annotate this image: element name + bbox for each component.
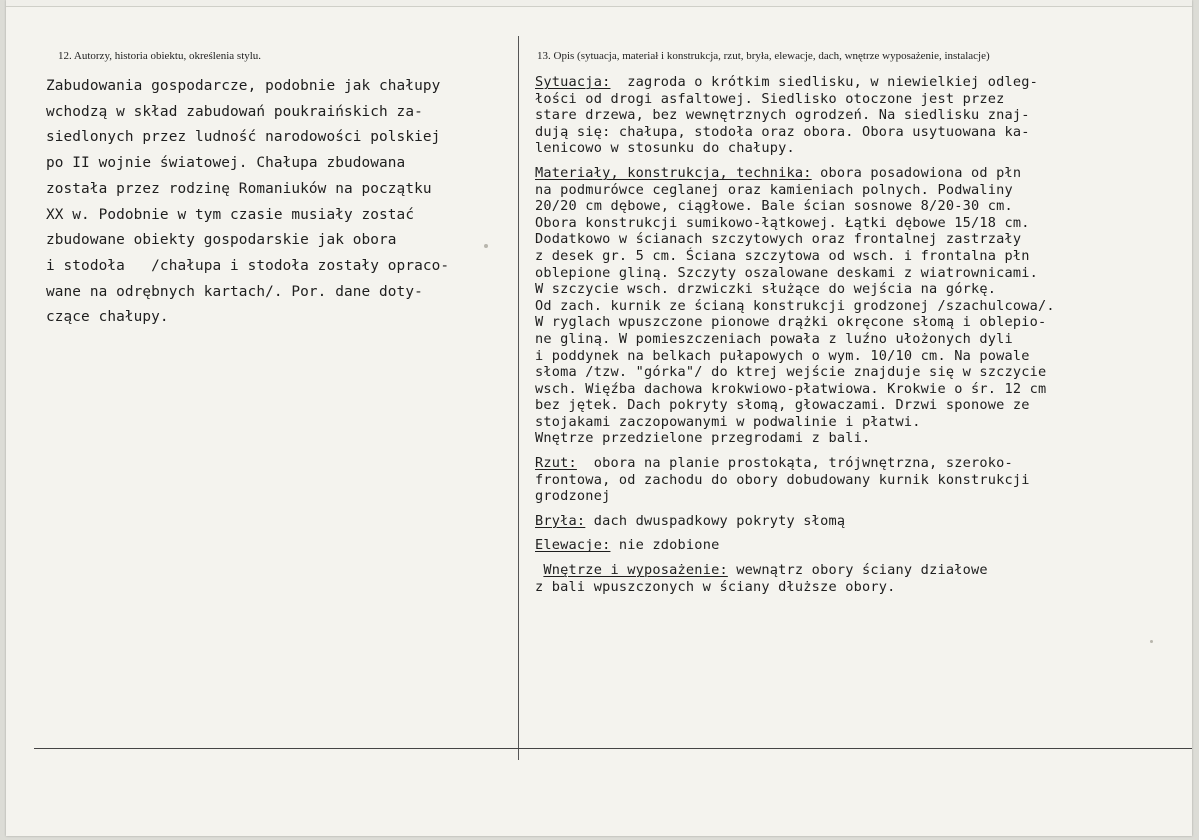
materialy-first-line: obora posadowiona od płn (811, 164, 1022, 181)
section-12-text (46, 74, 516, 331)
section-12-line: zbudowane obiekty gospodarskie jak obora (46, 232, 397, 249)
section-12-line: wchodzą w skład zabudowań poukraińskich za- (46, 103, 423, 120)
rzut-first-line: obora na planie prostokąta, trójwnętrzna, szeroko- (576, 455, 1013, 472)
elewacje-label: Elewacje: (535, 537, 611, 554)
wnetrze-line: z bali wpuszczonych w ściany dłuższe obory. (535, 578, 896, 595)
sytuacja-label: Sytuacja: (535, 74, 611, 90)
rzut-line: frontowa, od zachodu do obory dobudowany kurnik konstrukcji (535, 471, 1030, 488)
materialy-line: stojakami zaczopowanymi w podwalinie i płatwi. (535, 413, 921, 430)
section-12-line: wane na odrębnych kartach/. Por. dane doty- (46, 283, 423, 300)
materialy-line: bez jętek. Dach pokryty słomą, głowaczami. Drzwi sponowe ze (535, 397, 1030, 414)
column-divider (518, 36, 519, 760)
elewacje-first-line: nie zdobione (610, 537, 720, 554)
sytuacja-line: lenicowo w stosunku do chałupy. (535, 140, 795, 157)
section-12-line: po II wojnie światowej. Chałupa zbudowana (46, 155, 406, 172)
section-12-heading: 12. Autorzy, historia obiektu, określenia stylu. (58, 50, 262, 62)
sytuacja-first-line: zagroda o krótkim siedlisku, w niewielkiej odleg- (610, 74, 1039, 90)
wnetrze-paragraph (535, 562, 1185, 595)
materialy-line: na podmurówce ceglanej oraz kamieniach polnych. Podwaliny (535, 181, 1013, 198)
sytuacja-paragraph (535, 74, 1185, 157)
materialy-line: oblepione gliną. Szczyty oszalowane deskami z wiatrownicami. (535, 264, 1039, 281)
section-12-line: Zabudowania gospodarcze, podobnie jak chałupy (46, 78, 441, 94)
materialy-line: z desek gr. 5 cm. Ściana szczytowa od wsch. i frontalna płn (535, 247, 1030, 264)
sytuacja-line: łości od drogi asfaltowej. Siedlisko otoczone jest przez (535, 90, 1005, 107)
wnetrze-label: Wnętrze i wyposażenie: (543, 562, 728, 579)
section-12-line: XX w. Podobnie w tym czasie musiały zostać (46, 206, 415, 223)
paper-speck (1150, 640, 1153, 643)
materialy-line: W szczycie wsch. drzwiczki służące do wejścia na górkę. (535, 281, 997, 298)
materialy-line: Od zach. kurnik ze ścianą konstrukcji grodzonej /szachulcowa/. (535, 297, 1055, 314)
materialy-paragraph (535, 165, 1185, 447)
section-12-line: czące chałupy. (46, 309, 169, 326)
sytuacja-line: stare drzewa, bez wewnętrznych ogrodzeń. Na siedlisku znaj- (535, 107, 1030, 124)
rzut-line: grodzonej (535, 488, 611, 505)
bottom-divider (34, 748, 1192, 749)
top-strip (6, 0, 1192, 7)
section-13-text (535, 74, 1185, 599)
materialy-line: wsch. Więźba dachowa krokwiowo-płatwiowa. Krokwie o śr. 12 cm (535, 380, 1047, 397)
section-12-line: siedlonych przez ludność narodowości polskiej (46, 129, 441, 146)
sytuacja-line: dują się: chałupa, stodoła oraz obora. Obora usytuowana ka- (535, 123, 1030, 140)
materialy-line: Wnętrze przedzielone przegrodami z bali. (535, 430, 871, 447)
wnetrze-first-line: wewnątrz obory ściany działowe (727, 562, 988, 579)
materialy-line: W ryglach wpuszczone pionowe drążki okręcone słomą i oblepio- (535, 314, 1047, 331)
bryla-label: Bryła: (535, 512, 586, 529)
materialy-label: Materiały, konstrukcja, technika: (535, 164, 812, 181)
section-13-heading: 13. Opis (sytuacja, materiał i konstrukcja, rzut, bryła, elewacje, dach, wnętrze wyposażenie, instalacje) (537, 50, 990, 62)
paper-speck (484, 244, 488, 248)
materialy-line: Obora konstrukcji sumikowo-łątkowej. Łątki dębowe 15/18 cm. (535, 214, 1030, 231)
bryla-first-line: dach dwuspadkowy pokryty słomą (585, 512, 846, 529)
rzut-label: Rzut: (535, 455, 577, 472)
section-12-line: i stodoła /chałupa i stodoła zostały opraco- (46, 257, 450, 274)
materialy-line: 20/20 cm dębowe, ciągłowe. Bale ścian sosnowe 8/20-30 cm. (535, 198, 1013, 215)
materialy-line: i poddynek na belkach pułapowych o wym. 10/10 cm. Na powale (535, 347, 1030, 364)
elewacje-paragraph (535, 537, 1185, 554)
materialy-line: słoma /tzw. "górka"/ do ktrej wejście znajduje się w szczycie (535, 364, 1047, 381)
bryla-paragraph (535, 513, 1185, 530)
section-12-line: została przez rodzinę Romaniuków na początku (46, 180, 432, 197)
rzut-paragraph (535, 455, 1185, 505)
materialy-line: Dodatkowo w ścianach szczytowych oraz frontalnej zastrzały (535, 231, 1022, 248)
materialy-line: ne gliną. W pomieszczeniach powała z luźno ułożonych dyli (535, 330, 1013, 347)
